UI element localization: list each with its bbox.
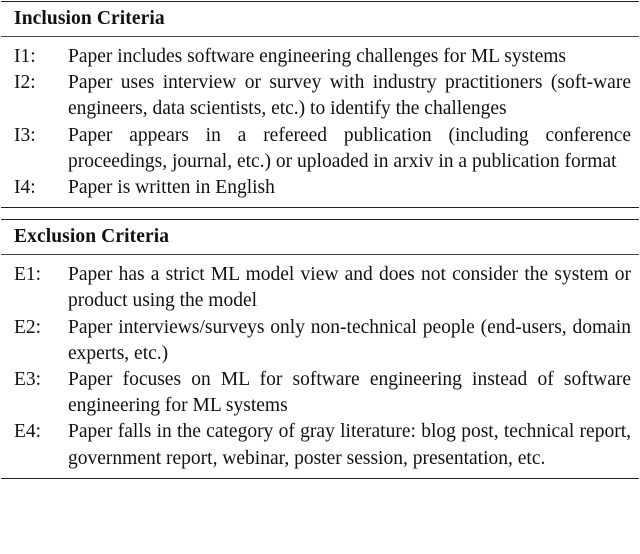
- criteria-text: Paper has a strict ML model view and does not consider the system or product using the model: [68, 264, 631, 312]
- criteria-row: [1, 70, 639, 122]
- inclusion-title: Inclusion Criteria: [1, 2, 639, 37]
- criteria-text: Paper is written in English: [68, 177, 275, 199]
- criteria-code: E1:: [14, 264, 42, 286]
- inclusion-rows: [1, 37, 639, 207]
- criteria-row: [1, 44, 639, 70]
- criteria-row: [1, 367, 639, 419]
- criteria-code: I3:: [14, 124, 36, 146]
- criteria-code: E4:: [14, 421, 42, 443]
- criteria-row: [1, 419, 639, 471]
- criteria-text: Paper appears in a refereed publication (including conference proceedings, journal, etc.) or uploaded in arxiv in a publication format: [68, 124, 631, 172]
- criteria-row: [1, 123, 639, 175]
- exclusion-section: [1, 219, 639, 479]
- section-spacer: [1, 208, 639, 219]
- criteria-text: Paper uses interview or survey with industry practitioners (soft-ware engineers, data scientists, etc.) to identify the challenges: [68, 72, 631, 120]
- criteria-code: E3:: [14, 369, 42, 391]
- criteria-code: I1:: [14, 46, 36, 67]
- criteria-row: [1, 315, 639, 367]
- criteria-code: E2:: [14, 316, 42, 338]
- inclusion-section: [1, 1, 639, 208]
- criteria-code: I4:: [14, 177, 36, 199]
- criteria-text: Paper interviews/surveys only non-technical people (end-users, domain experts, etc.): [68, 316, 631, 364]
- criteria-text: Paper focuses on ML for software engineering instead of software engineering for ML systems: [68, 369, 631, 417]
- criteria-table: [1, 0, 639, 479]
- exclusion-title: Exclusion Criteria: [1, 220, 639, 255]
- criteria-text: Paper falls in the category of gray literature: blog post, technical report, government report, webinar, poster session, presentation, etc.: [68, 421, 631, 469]
- criteria-text: Paper includes software engineering challenges for ML systems: [68, 46, 567, 67]
- criteria-row: [1, 175, 639, 201]
- exclusion-rows: [1, 255, 639, 478]
- criteria-row: [1, 262, 639, 314]
- criteria-code: I2:: [14, 72, 36, 94]
